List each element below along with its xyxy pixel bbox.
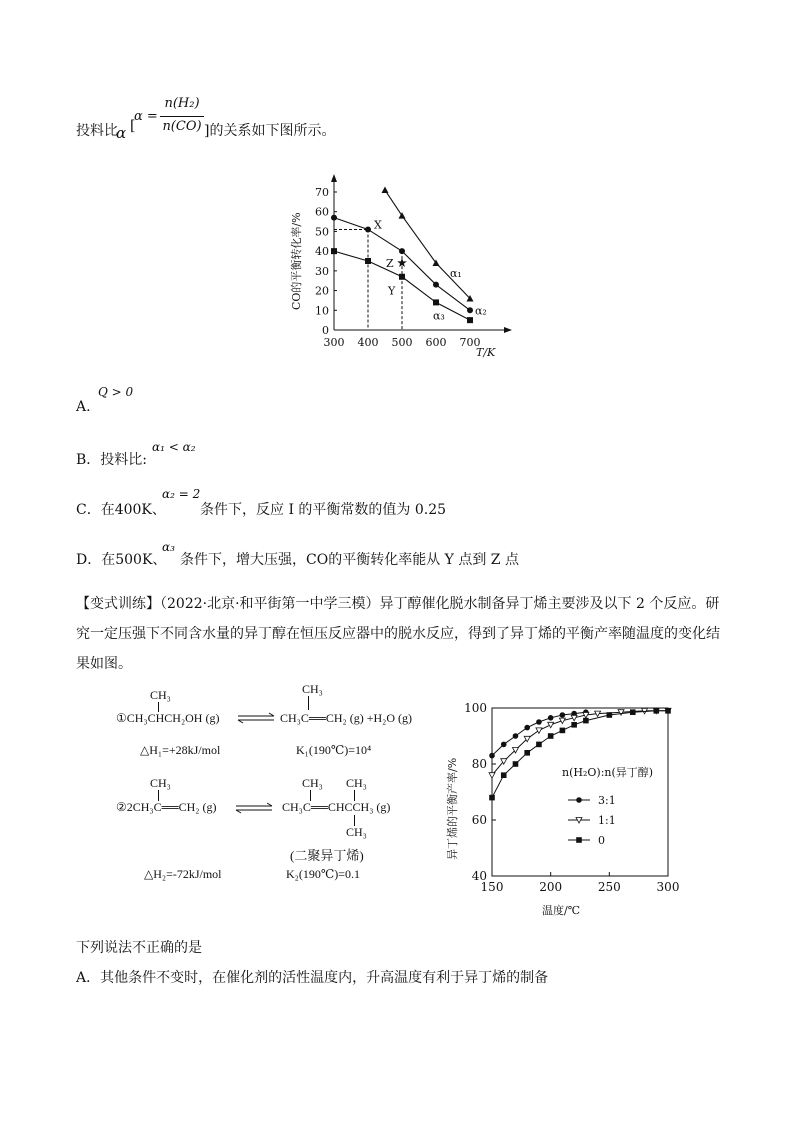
data-point <box>630 709 636 715</box>
r1-k: K₁(190℃)=10⁴ <box>296 743 372 757</box>
x-tick-label: 500 <box>391 336 413 349</box>
r1-product-bond <box>308 696 309 710</box>
data-point <box>489 753 495 759</box>
series-line-0 <box>492 711 668 798</box>
data-point <box>501 772 507 778</box>
x-tick-label: 200 <box>539 880 563 894</box>
intro-prefix: 投料比 <box>76 123 118 139</box>
data-point <box>331 215 337 221</box>
y-tick-label: 40 <box>315 245 329 259</box>
y-tick-label: 60 <box>315 205 329 219</box>
option-d-rest: 条件下，增大压强，CO的平衡转化率能从 Y 点到 Z 点 <box>180 552 519 568</box>
r1-ch3-top: CH₃ <box>150 688 171 702</box>
y-tick-label: 50 <box>315 225 329 239</box>
question-option-a: A．其他条件不变时，在催化剂的活性温度内，升高温度有利于异丁烯的制备 <box>76 970 549 986</box>
r1-product: CH₃C══CH₂ (g) +H₂O (g) <box>280 711 412 725</box>
point-label-z: Z <box>386 256 394 270</box>
r1-reactant: ①CH₃CHCH₂OH (g) <box>116 711 220 725</box>
data-point <box>382 187 389 194</box>
data-point <box>576 837 582 843</box>
data-point <box>399 212 406 219</box>
r2-product: CH₃C══CHCCH₃ (g) <box>282 800 391 814</box>
data-point <box>560 728 566 734</box>
data-point <box>513 761 519 767</box>
x-tick-label: 150 <box>480 880 504 894</box>
option-d-label: D．在500K、 <box>76 552 167 568</box>
fraction-numerator: n(H₂) <box>164 96 200 111</box>
option-c-math: α₂ = 2 <box>162 487 201 501</box>
data-point <box>536 719 542 725</box>
r1-product-ch3: CH₃ <box>302 682 323 696</box>
y-tick-label: 10 <box>315 304 329 318</box>
y-tick-label: 40 <box>471 869 487 883</box>
data-point <box>513 733 519 739</box>
x-tick-label: 600 <box>425 336 447 349</box>
y-tick-label: 0 <box>322 324 329 337</box>
data-point <box>365 258 371 264</box>
x-axis-label: T/K <box>476 346 496 359</box>
data-point <box>489 773 495 779</box>
point-label-x: X <box>374 218 382 232</box>
data-point <box>365 226 371 232</box>
y-tick-label: 100 <box>464 701 487 715</box>
y-tick-label: 80 <box>471 757 487 771</box>
y-axis-label: 异丁烯的平衡产率/% <box>446 757 459 860</box>
data-point <box>433 282 439 288</box>
data-point <box>665 708 671 714</box>
y-tick-label: 20 <box>315 284 329 298</box>
series-label-a1: α₁ <box>450 266 462 280</box>
r2-dh: △H₂=-72kJ/mol <box>144 867 222 881</box>
legend-label: 1:1 <box>598 814 616 827</box>
question-stem: 下列说法不正确的是 <box>76 940 202 956</box>
series-line-1 <box>385 190 470 298</box>
data-point <box>467 317 473 323</box>
x-tick-label: 300 <box>656 880 680 894</box>
data-point <box>467 307 473 313</box>
series-label-a3: α₃ <box>433 309 445 323</box>
z-star-marker <box>397 258 407 267</box>
data-point <box>489 795 495 801</box>
r2-product-name: (二聚异丁烯) <box>290 848 364 863</box>
point-label-y: Y <box>388 284 396 298</box>
legend <box>568 794 616 847</box>
data-point <box>331 248 337 254</box>
isobutene-yield-chart <box>430 690 690 920</box>
y-tick-label: 60 <box>471 813 487 827</box>
data-point <box>548 733 554 739</box>
option-c-label: C．在400K、 <box>76 502 166 518</box>
data-point <box>399 274 405 280</box>
r2-ch3-top: CH₃ <box>150 776 171 790</box>
x-axis-arrow <box>504 327 512 333</box>
plot-frame <box>492 708 668 876</box>
x-tick-label: 300 <box>323 336 345 349</box>
y-tick-label: 30 <box>315 264 329 278</box>
variant-line-1: 【变式训练】（2022·北京·和平街第一中学三模）异丁醇催化脱水制备异丁烯主要涉及以下 2 个反应。研 <box>76 596 720 612</box>
intro-suffix: ]的关系如下图所示。 <box>204 123 336 139</box>
data-point <box>524 750 530 756</box>
data-point <box>607 712 613 718</box>
x-axis-label: 温度/℃ <box>542 904 581 917</box>
data-point <box>576 797 582 803</box>
r2-equilibrium-arrow <box>234 802 274 814</box>
x-tick-label: 700 <box>459 336 481 349</box>
option-b-math: α₁ < α₂ <box>152 440 196 454</box>
bracket-open: [ <box>130 118 136 134</box>
data-point <box>433 299 439 305</box>
r1-equilibrium-arrow <box>236 712 276 724</box>
data-point <box>560 712 566 718</box>
data-point <box>536 728 542 734</box>
co-conversion-chart <box>280 170 520 370</box>
x-tick-label: 400 <box>357 336 379 349</box>
r2-reactant: ②2CH₃C══CH₂ (g) <box>116 800 217 814</box>
data-point <box>548 715 554 721</box>
legend-title: n(H₂O):n(异丁醇) <box>562 766 654 779</box>
variant-line-2: 究一定压强下不同含水量的异丁醇在恒压反应器中的脱水反应，得到了异丁烯的平衡产率随温度的变化结 <box>76 626 720 642</box>
data-point <box>501 742 507 748</box>
series-label-a2: α₂ <box>475 304 487 318</box>
option-a-math: Q > 0 <box>98 385 134 399</box>
data-point <box>536 742 542 748</box>
r2-product-ch3-a: CH₃ <box>302 776 323 790</box>
legend-label: 0 <box>598 834 605 847</box>
data-point <box>399 248 405 254</box>
option-b-label: B．投料比: <box>76 452 148 468</box>
fraction-bar <box>160 116 204 117</box>
alpha-symbol: α <box>116 124 127 142</box>
data-point <box>571 722 577 728</box>
variant-line-3: 果如图。 <box>76 656 132 672</box>
fraction-denominator: n(CO) <box>162 119 202 134</box>
formula-lhs: α = <box>134 109 158 124</box>
data-point <box>524 725 530 731</box>
y-tick-label: 70 <box>315 186 329 199</box>
r2-product-ch3-b: CH₃ <box>346 776 367 790</box>
y-axis-arrow <box>331 174 337 182</box>
data-point <box>653 708 659 714</box>
option-a-label: A. <box>76 399 91 415</box>
option-c-rest: 条件下，反应 I 的平衡常数的值为 0.25 <box>200 502 447 518</box>
legend-label: 3:1 <box>598 794 616 807</box>
x-tick-label: 250 <box>597 880 621 894</box>
r2-product-ch3-c: CH₃ <box>346 825 367 839</box>
y-axis-label: CO的平衡转化率/% <box>290 212 303 310</box>
data-point <box>548 722 554 728</box>
data-point <box>583 718 589 724</box>
r1-dh: △H₁=+28kJ/mol <box>140 743 221 757</box>
option-d-math: α₃ <box>162 540 175 554</box>
r2-k: K₂(190℃)=0.1 <box>286 867 361 881</box>
